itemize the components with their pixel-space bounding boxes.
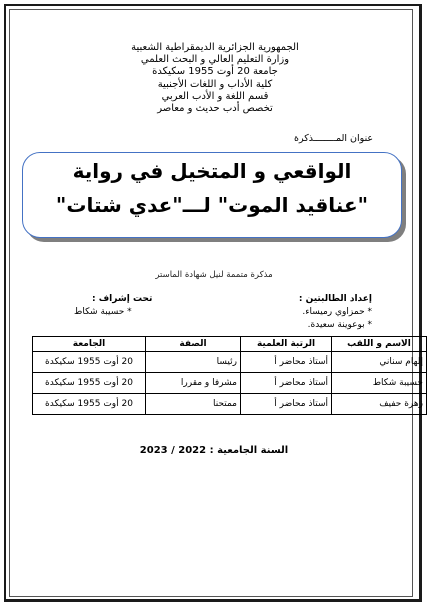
cell-university: 20 أوت 1955 سكيكدة xyxy=(33,394,146,415)
title-box xyxy=(22,152,402,238)
table-header-row xyxy=(33,337,427,352)
cell-role: ممتحنا xyxy=(146,394,241,415)
header-role: الصفة xyxy=(146,337,241,352)
cell-university: 20 أوت 1955 سكيكدة xyxy=(33,352,146,373)
header-university: الجامعة xyxy=(33,337,146,352)
memo-title-label: عنوان المــــــــذكرة xyxy=(294,133,374,144)
cell-name: حسيبة شكاط xyxy=(332,373,427,394)
header-line-faculty: كلية الأداب و اللغات الأجنبية xyxy=(157,78,273,90)
table-row xyxy=(33,352,427,373)
student-name-2: * بوعوينة سعيدة. xyxy=(307,320,372,330)
institution-header xyxy=(60,42,370,115)
thesis-title-line-1: الواقعي و المتخيل في رواية xyxy=(72,159,352,183)
header-line-republic: الجمهورية الجزائرية الديمقراطية الشعبية xyxy=(131,42,299,53)
cell-rank: أستاذ محاضر أ xyxy=(241,352,332,373)
academic-year: السنة الجامعية : 2022 / 2023 xyxy=(139,445,289,456)
header-rank: الرتبة العلمية xyxy=(241,337,332,352)
header-line-ministry: وزارة التعليم العالي و البحث العلمي xyxy=(140,54,290,66)
supervision-heading: تحت إشراف : xyxy=(92,294,153,304)
cell-rank: أستاذ محاضر أ xyxy=(241,394,332,415)
header-line-university: جامعة 20 أوت 1955 سكيكدة xyxy=(152,66,278,78)
student-name-1: * حمزاوي رميساء. xyxy=(302,307,372,317)
cell-name: زهرة حفيف xyxy=(332,394,427,415)
table-row xyxy=(33,373,427,394)
cell-name: إلهام سناني xyxy=(332,352,427,373)
table-row xyxy=(33,394,427,415)
cell-university: 20 أوت 1955 سكيكدة xyxy=(33,373,146,394)
header-name: الاسم و اللقب xyxy=(332,337,427,352)
students-heading: إعداد الطالبتين : xyxy=(298,294,372,304)
cell-role: رئيسا xyxy=(146,352,241,373)
supervisor-name: * حسيبة شكاط xyxy=(74,307,132,317)
header-line-specialty: تخصص أدب حديث و معاصر xyxy=(157,103,273,115)
cell-role: مشرفا و مقررا xyxy=(146,373,241,394)
jury-table xyxy=(32,336,427,415)
thesis-subtitle: مذكرة متممة لنيل شهادة الماستر xyxy=(155,270,273,280)
cell-rank: أستاذ محاضر أ xyxy=(241,373,332,394)
thesis-title-line-2: "عناقيد الموت" لـــ"عدي شتات" xyxy=(55,193,369,217)
header-line-department: قسم اللغة و الأدب العربي xyxy=(161,90,269,102)
